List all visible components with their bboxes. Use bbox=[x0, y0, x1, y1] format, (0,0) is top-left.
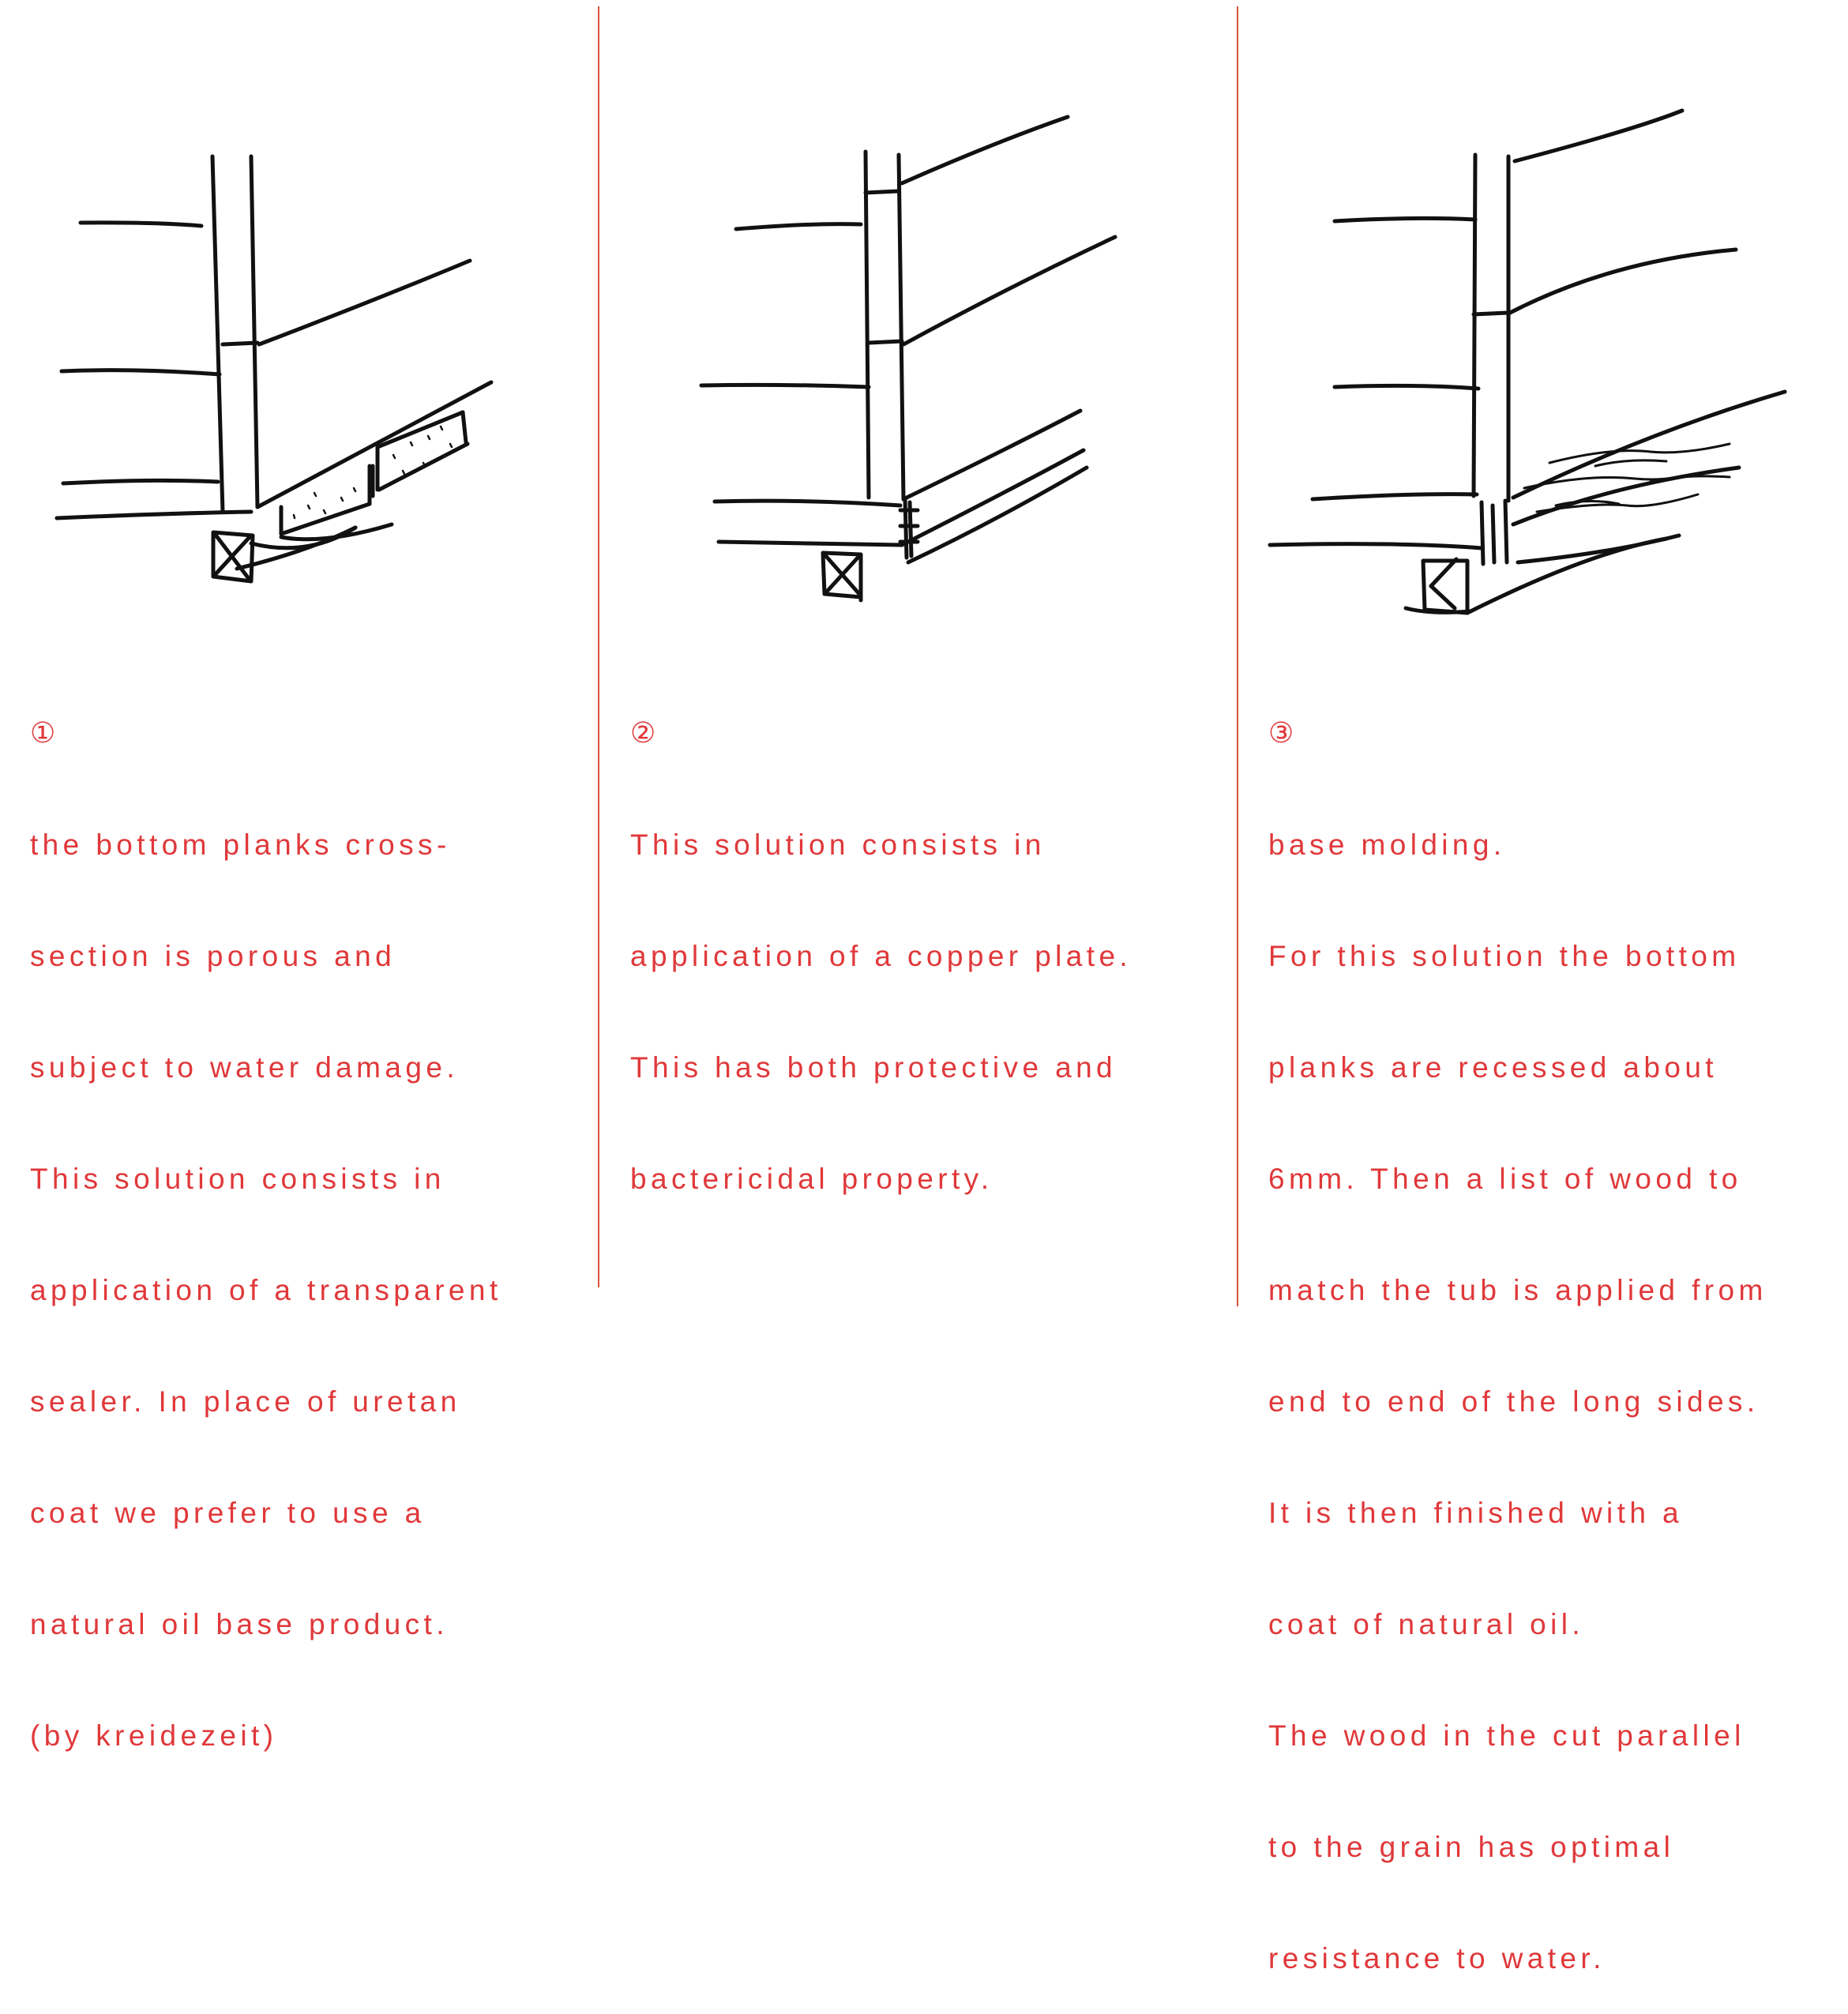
note-number-2: ② bbox=[630, 717, 656, 750]
note-line: coat of natural oil. bbox=[1268, 1608, 1585, 1640]
note-line: section is porous and bbox=[30, 940, 396, 972]
note-line: This solution consists in bbox=[30, 1163, 445, 1195]
note-line: The wood in the cut parallel bbox=[1268, 1719, 1745, 1752]
note-line: application of a transparent bbox=[30, 1274, 502, 1306]
panel-divider-2 bbox=[1237, 6, 1238, 1306]
sketch-base-molding-detail bbox=[1256, 0, 1809, 632]
note-line: sealer. In place of uretan bbox=[30, 1385, 461, 1418]
sketch-copper-plate-detail bbox=[695, 0, 1121, 616]
note-line: end to end of the long sides. bbox=[1268, 1385, 1760, 1418]
note-line: resistance to water. bbox=[1268, 1942, 1606, 1975]
note-line: bactericidal property. bbox=[630, 1163, 993, 1195]
note-line: (by kreidezeit) bbox=[30, 1719, 278, 1752]
note-number-3: ③ bbox=[1268, 717, 1294, 750]
note-line: coat we prefer to use a bbox=[30, 1497, 426, 1529]
sketch-sealer-detail bbox=[39, 0, 513, 600]
note-line: natural oil base product. bbox=[30, 1608, 449, 1640]
note-number-1: ① bbox=[30, 717, 56, 750]
note-line: It is then finished with a bbox=[1268, 1497, 1683, 1529]
note-line: For this solution the bottom bbox=[1268, 940, 1741, 972]
note-copper-plate bbox=[630, 641, 1132, 1234]
note-line: This has both protective and bbox=[630, 1051, 1117, 1084]
note-sealer bbox=[30, 641, 502, 1791]
note-line: to the grain has optimal bbox=[1268, 1831, 1675, 1863]
note-line: application of a copper plate. bbox=[630, 940, 1132, 972]
note-line: planks are recessed about bbox=[1268, 1051, 1718, 1084]
note-line: match the tub is applied from bbox=[1268, 1274, 1767, 1306]
note-line: 6mm. Then a list of wood to bbox=[1268, 1163, 1742, 1195]
note-line: This solution consists in bbox=[630, 829, 1046, 861]
note-line: the bottom planks cross- bbox=[30, 829, 451, 861]
panel-divider-1 bbox=[598, 6, 599, 1287]
note-line: base molding. bbox=[1268, 829, 1506, 861]
note-base-molding bbox=[1268, 641, 1767, 2014]
note-line: subject to water damage. bbox=[30, 1051, 459, 1084]
